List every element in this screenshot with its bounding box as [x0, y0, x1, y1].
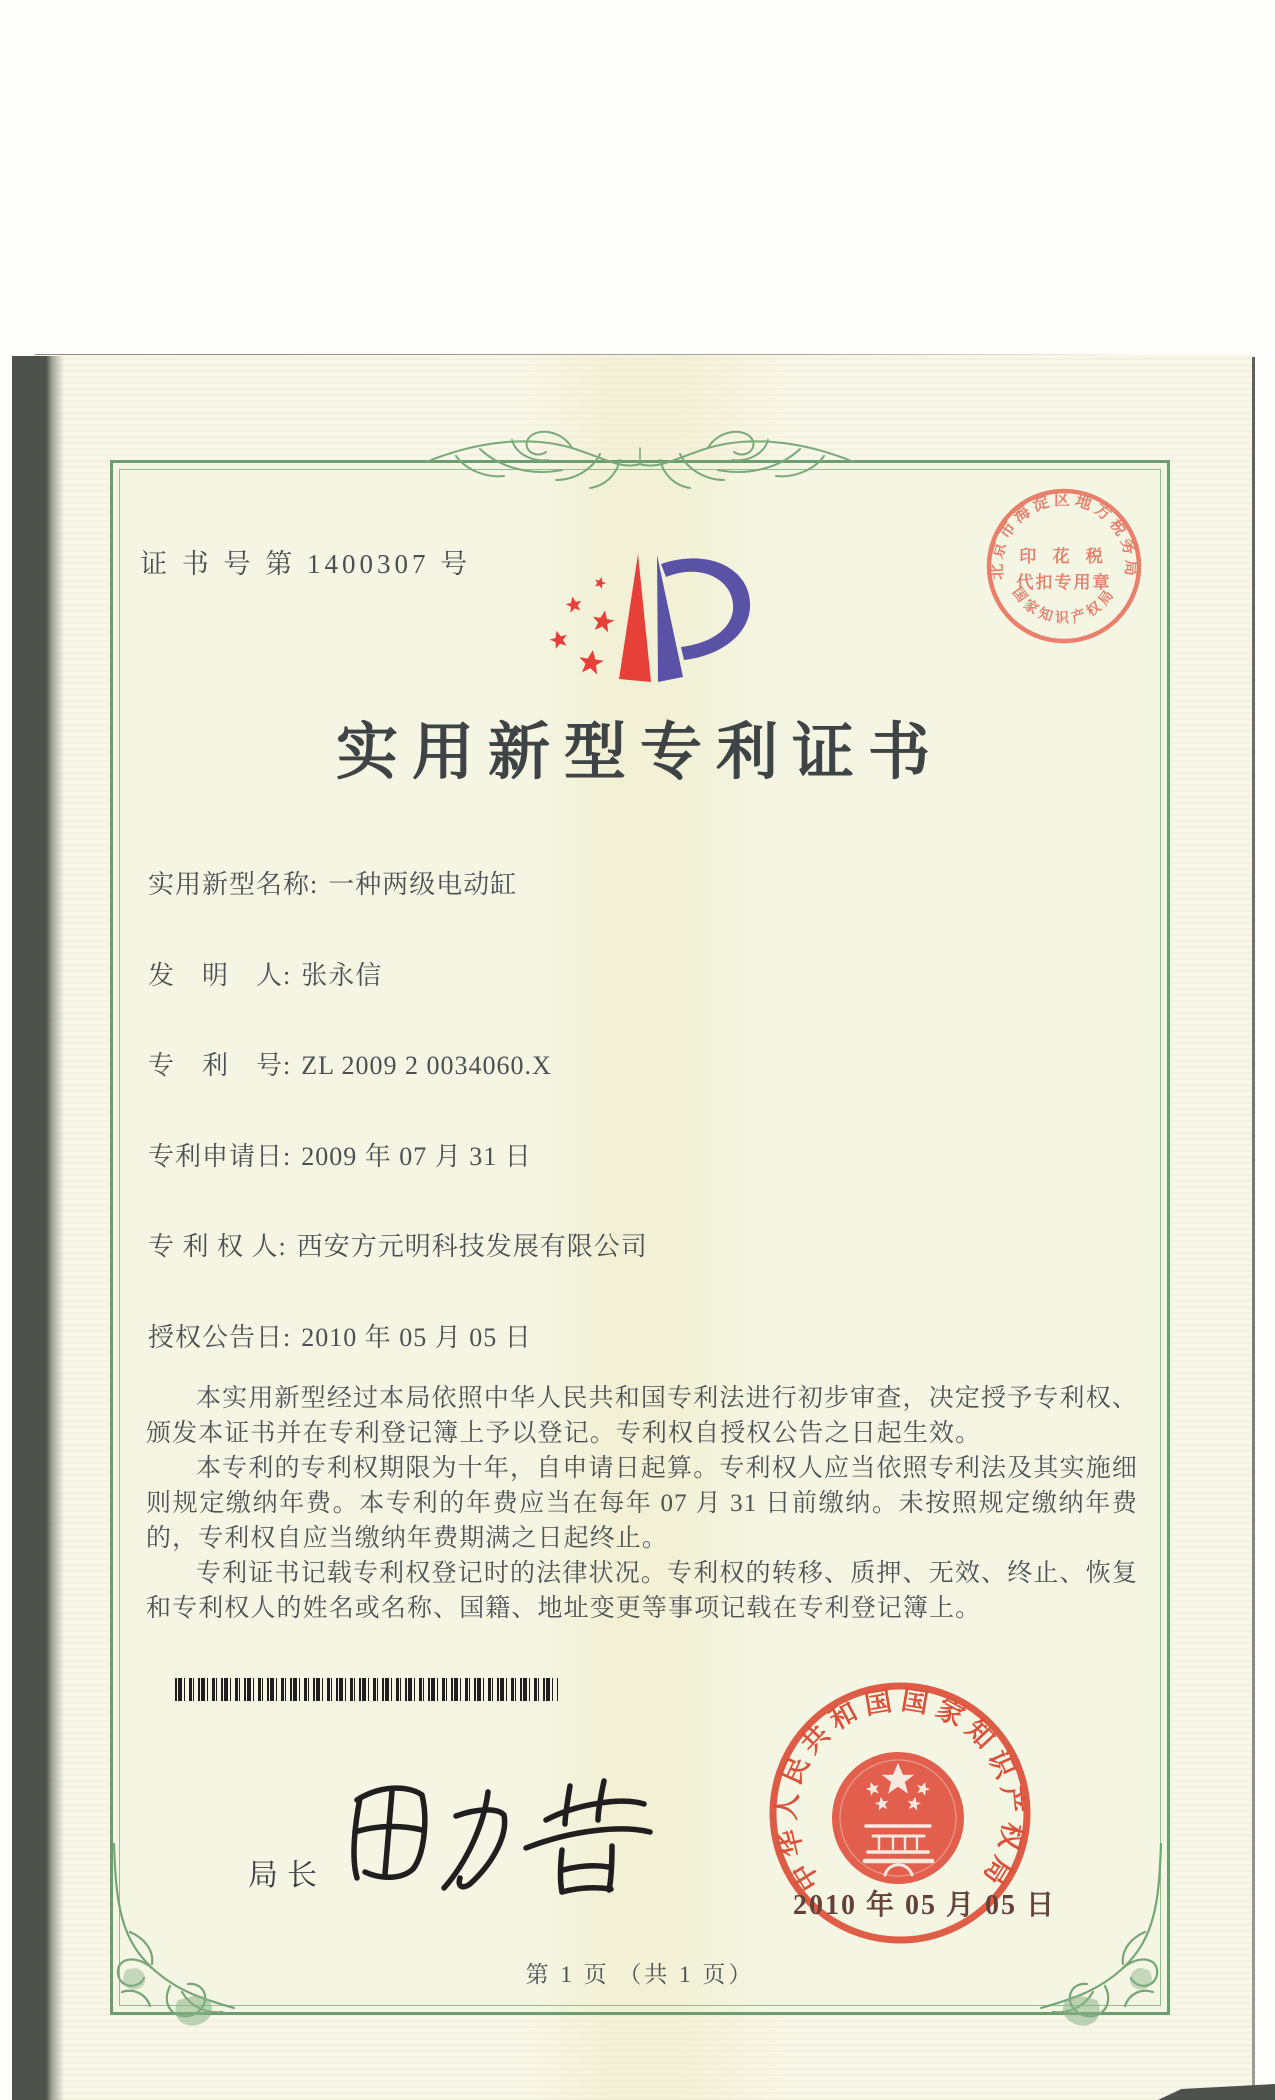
- field-row-patent-no: [148, 1045, 1088, 1136]
- legal-paragraph-1: 本实用新型经过本局依照中华人民共和国专利法进行初步审查，决定授予专利权、颁发本证书并在专利登记簿上予以登记。专利权自授权公告之日起生效。: [146, 1385, 1138, 1447]
- legal-paragraph-3: 专利证书记载专利权登记时的法律状况。专利权的转移、质押、无效、终止、恢复和专利权人的姓名或名称、国籍、地址变更等事项记载在专利登记簿上。: [146, 1560, 1138, 1622]
- seal-ring-text: 中华人民共和国国家知识产权局: [770, 1684, 1030, 1897]
- scan-right-edge: [1252, 357, 1255, 2100]
- legal-text: [146, 1381, 1138, 1626]
- tax-seal-center-line1: 印 花 税: [1019, 547, 1109, 566]
- tax-seal-bottom-text: 国家知识产权局: [1008, 585, 1120, 627]
- field-row-filing-date: [148, 1136, 1088, 1227]
- certificate-title: 实用新型专利证书: [335, 719, 944, 787]
- bottom-right-floral-icon: [1034, 1842, 1189, 2037]
- field-label: 授权公告日:: [148, 1322, 292, 1352]
- national-emblem-icon: [832, 1752, 964, 1884]
- scan-left-shadow: [12, 356, 64, 2100]
- field-row-name: [148, 864, 1088, 955]
- legal-paragraph-2: 本专利的专利权期限为十年，自申请日起算。专利权人应当依照专利法及其实施细则规定缴纳年费。本专利的年费应当在每年 07 月 31 日前缴纳。未按照规定缴纳年费的，专利权自应当缴纳年费期满之日起终止。: [146, 1455, 1138, 1552]
- field-value: 一种两级电动缸: [328, 870, 518, 899]
- page-footer: 第 1 页 （共 1 页）: [525, 1962, 755, 1987]
- bottom-left-floral-icon: [86, 1842, 241, 2037]
- signature-tian-lipu: [320, 1762, 655, 1917]
- barcode: [175, 1678, 558, 1701]
- field-value: ZL 2009 2 0034060.X: [301, 1051, 552, 1081]
- field-row-patentee: [148, 1226, 1088, 1317]
- svg-text:北京市海淀区地方税务局: [987, 491, 1141, 581]
- certificate-number: 证 书 号 第 1400307 号: [140, 549, 472, 579]
- field-label: 发 明 人:: [148, 960, 292, 990]
- field-list: [148, 864, 1088, 1408]
- field-value: 2009 年 07 月 31 日: [301, 1141, 532, 1171]
- field-value: 2010 年 05 月 05 日: [301, 1322, 532, 1352]
- sipo-logo-icon: [540, 550, 755, 698]
- field-label: 专 利 权 人:: [148, 1232, 287, 1262]
- seal-date: 2010 年 05 月 05 日: [793, 1890, 1057, 1921]
- field-label: 实用新型名称:: [148, 870, 319, 899]
- field-label: 专 利 号:: [148, 1051, 292, 1081]
- field-value: 张永信: [301, 960, 383, 990]
- tax-seal-center-line2: 代扣专用章: [1016, 573, 1112, 592]
- commissioner-label: 局长: [248, 1859, 326, 1892]
- field-row-inventor: [148, 955, 1088, 1046]
- field-label: 专利申请日:: [148, 1141, 292, 1171]
- tax-seal-top-text: 北京市海淀区地方税务局: [988, 491, 1140, 581]
- field-value: 西安方元明科技发展有限公司: [296, 1232, 648, 1262]
- top-scroll-ornament-icon: [420, 418, 860, 508]
- stamp-tax-seal: [978, 480, 1150, 652]
